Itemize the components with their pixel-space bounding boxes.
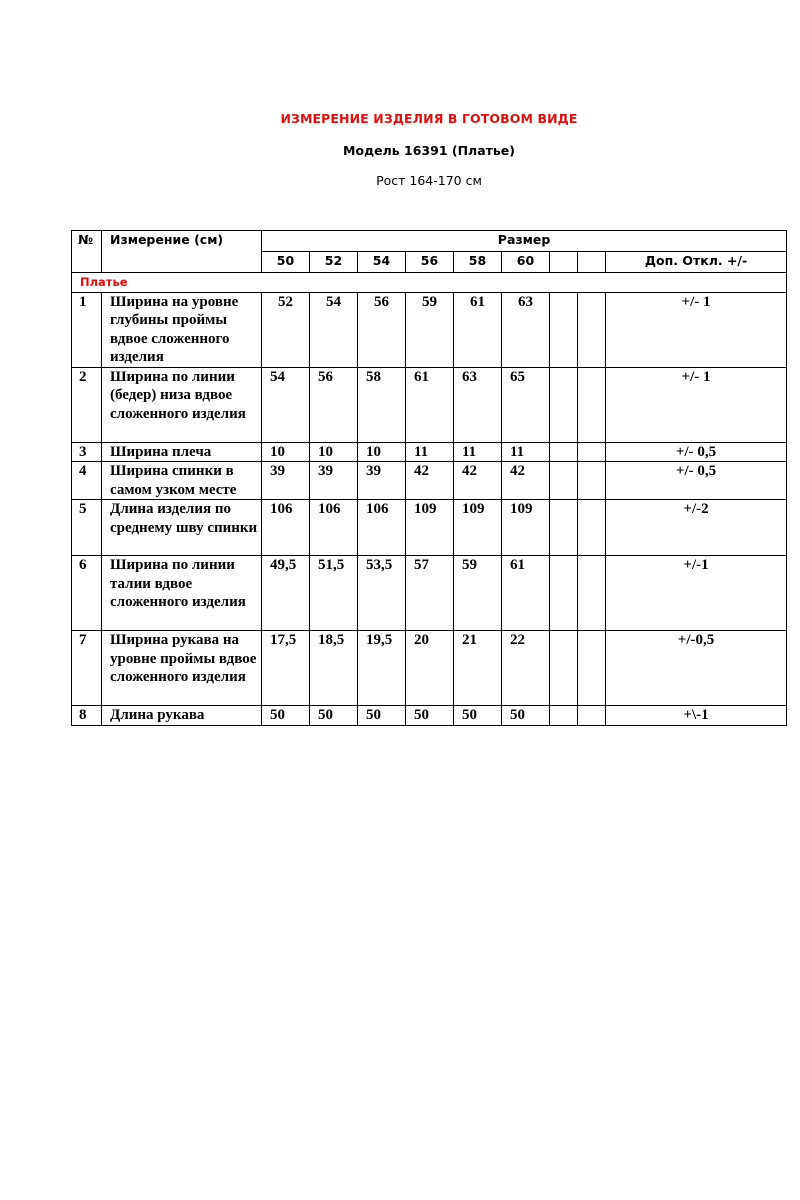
size-value: 57 — [406, 556, 454, 631]
table-header-row — [72, 231, 787, 252]
size-value: 42 — [454, 462, 502, 500]
row-number: 3 — [72, 442, 102, 462]
size-value: 54 — [262, 367, 310, 442]
size-value: 10 — [262, 442, 310, 462]
table-row — [72, 367, 787, 442]
measurement-name: Ширина по линии (бедер) низа вдвое сложенного изделия — [102, 367, 262, 442]
size-value: 106 — [310, 500, 358, 556]
size-value: 50 — [502, 706, 550, 726]
size-value: 56 — [358, 292, 406, 367]
size-value: 11 — [454, 442, 502, 462]
measurement-name: Длина изделия по среднему шву спинки — [102, 500, 262, 556]
measurement-name: Ширина на уровне глубины проймы вдвое сложенного изделия — [102, 292, 262, 367]
size-value: 109 — [454, 500, 502, 556]
size-value: 61 — [454, 292, 502, 367]
size-value: 11 — [406, 442, 454, 462]
size-value: 59 — [454, 556, 502, 631]
size-value: 20 — [406, 631, 454, 706]
size-value: 109 — [406, 500, 454, 556]
size-header-60: 60 — [502, 252, 550, 273]
tolerance-value: +/- 1 — [606, 367, 787, 442]
empty-cell — [578, 462, 606, 500]
size-value: 58 — [358, 367, 406, 442]
size-value: 21 — [454, 631, 502, 706]
tolerance-value: +/-1 — [606, 556, 787, 631]
size-value: 50 — [454, 706, 502, 726]
empty-cell — [578, 706, 606, 726]
empty-cell — [550, 442, 578, 462]
size-value: 11 — [502, 442, 550, 462]
empty-cell — [550, 292, 578, 367]
table-row — [72, 706, 787, 726]
size-value: 50 — [358, 706, 406, 726]
table-row — [72, 556, 787, 631]
row-number: 4 — [72, 462, 102, 500]
header-tolerance: Доп. Откл. +/- — [606, 252, 787, 273]
row-number: 6 — [72, 556, 102, 631]
measurement-name: Ширина плеча — [102, 442, 262, 462]
tolerance-value: +/- 0,5 — [606, 462, 787, 500]
size-value: 42 — [406, 462, 454, 500]
empty-cell — [550, 462, 578, 500]
size-value: 63 — [454, 367, 502, 442]
size-value: 22 — [502, 631, 550, 706]
size-header-52: 52 — [310, 252, 358, 273]
size-value: 53,5 — [358, 556, 406, 631]
empty-cell — [550, 500, 578, 556]
size-header-54: 54 — [358, 252, 406, 273]
size-value: 61 — [502, 556, 550, 631]
size-header-50: 50 — [262, 252, 310, 273]
table-row — [72, 500, 787, 556]
size-value: 39 — [310, 462, 358, 500]
row-number: 5 — [72, 500, 102, 556]
table-row — [72, 631, 787, 706]
size-value: 42 — [502, 462, 550, 500]
size-value: 18,5 — [310, 631, 358, 706]
size-value: 50 — [262, 706, 310, 726]
empty-cell — [578, 500, 606, 556]
size-value: 54 — [310, 292, 358, 367]
size-value: 109 — [502, 500, 550, 556]
empty-cell — [578, 556, 606, 631]
size-value: 39 — [262, 462, 310, 500]
section-row — [72, 273, 787, 293]
empty-cell — [550, 706, 578, 726]
empty-cell — [578, 367, 606, 442]
row-number: 2 — [72, 367, 102, 442]
tolerance-value: +/-0,5 — [606, 631, 787, 706]
empty-cell — [550, 631, 578, 706]
header-measurement: Измерение (см) — [102, 231, 262, 273]
size-value: 39 — [358, 462, 406, 500]
table-row — [72, 442, 787, 462]
empty-cell — [578, 442, 606, 462]
size-value: 106 — [358, 500, 406, 556]
row-number: 1 — [72, 292, 102, 367]
size-value: 50 — [310, 706, 358, 726]
tolerance-value: +/- 0,5 — [606, 442, 787, 462]
measurement-name: Ширина спинки в самом узком месте — [102, 462, 262, 500]
measurement-name: Длина рукава — [102, 706, 262, 726]
size-value: 56 — [310, 367, 358, 442]
height-range: Рост 164-170 см — [376, 173, 482, 188]
size-value: 19,5 — [358, 631, 406, 706]
size-value: 51,5 — [310, 556, 358, 631]
model-name: Модель 16391 (Платье) — [343, 143, 515, 158]
size-value: 49,5 — [262, 556, 310, 631]
size-header-58: 58 — [454, 252, 502, 273]
tolerance-value: +/-2 — [606, 500, 787, 556]
table-row — [72, 462, 787, 500]
empty-cell — [578, 631, 606, 706]
empty-cell — [550, 556, 578, 631]
empty-cell — [550, 367, 578, 442]
size-value: 17,5 — [262, 631, 310, 706]
measurement-name: Ширина рукава на уровне проймы вдвое сложенного изделия — [102, 631, 262, 706]
size-value: 106 — [262, 500, 310, 556]
empty-size-cell — [578, 252, 606, 273]
section-label: Платье — [72, 273, 787, 293]
header-size: Размер — [262, 231, 787, 252]
size-value: 61 — [406, 367, 454, 442]
measurement-name: Ширина по линии талии вдвое сложенного изделия — [102, 556, 262, 631]
empty-size-cell — [550, 252, 578, 273]
size-value: 65 — [502, 367, 550, 442]
size-value: 59 — [406, 292, 454, 367]
measurement-table — [71, 230, 787, 726]
table-row — [72, 292, 787, 367]
empty-cell — [578, 292, 606, 367]
tolerance-value: +/- 1 — [606, 292, 787, 367]
header-number: № — [72, 231, 102, 273]
size-value: 63 — [502, 292, 550, 367]
size-header-56: 56 — [406, 252, 454, 273]
document-title: ИЗМЕРЕНИЕ ИЗДЕЛИЯ В ГОТОВОМ ВИДЕ — [280, 111, 578, 126]
size-value: 10 — [358, 442, 406, 462]
size-value: 52 — [262, 292, 310, 367]
row-number: 7 — [72, 631, 102, 706]
row-number: 8 — [72, 706, 102, 726]
tolerance-value: +\-1 — [606, 706, 787, 726]
size-value: 10 — [310, 442, 358, 462]
size-value: 50 — [406, 706, 454, 726]
